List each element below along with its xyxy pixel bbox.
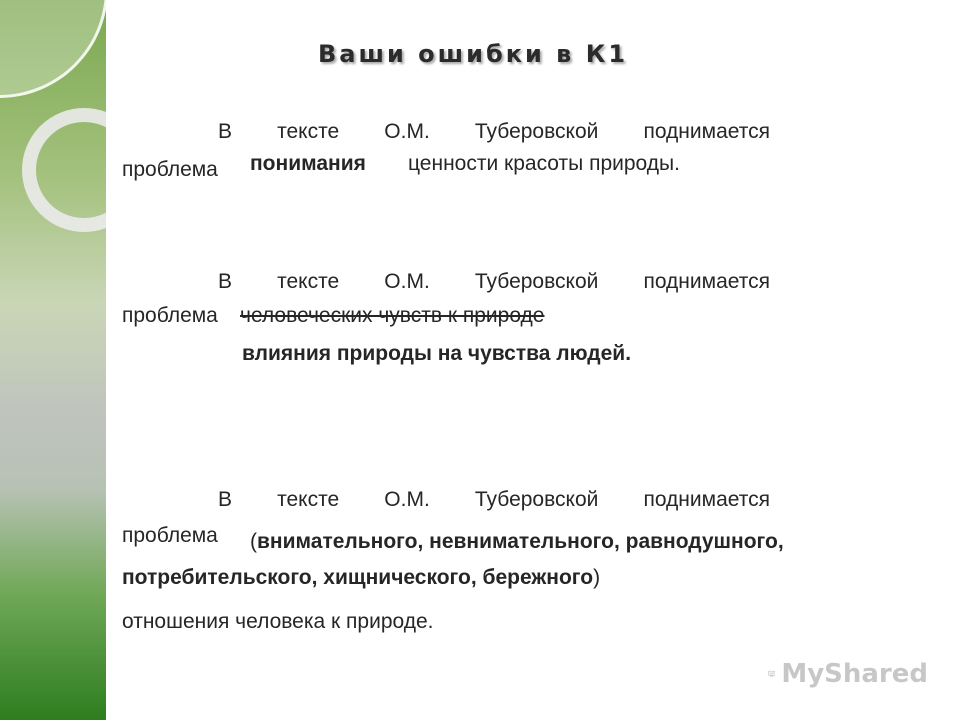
word: О.М.	[384, 488, 430, 511]
word: поднимается	[643, 488, 770, 511]
block1-lead-line	[122, 120, 770, 144]
close-paren: )	[593, 566, 601, 589]
word: тексте	[277, 270, 340, 293]
block3-problem-label: проблема	[122, 524, 218, 547]
block1-problem-label: проблема	[122, 158, 218, 181]
word: В	[218, 488, 233, 511]
block2-lead-line	[122, 270, 770, 294]
word: поднимается	[643, 120, 770, 143]
block2-struck-text: человеческих чувств к природе	[240, 304, 545, 327]
word: тексте	[277, 120, 340, 143]
block2-correction: влияния природы на чувства людей.	[242, 342, 632, 365]
word: поднимается	[643, 270, 770, 293]
slide-title: Ваши ошибки в К1	[318, 40, 629, 68]
word: Туберовской	[474, 488, 599, 511]
myshared-watermark	[768, 656, 928, 692]
word: тексте	[277, 488, 340, 511]
word: В	[218, 270, 233, 293]
block1-insert: понимания	[250, 152, 366, 175]
decorative-arc	[0, 0, 106, 98]
presentation-board-icon	[768, 659, 775, 689]
block3-options-line2	[122, 566, 600, 590]
decorative-sidebar	[0, 0, 106, 720]
watermark-text: MyShared	[781, 659, 928, 689]
options-text: внимательного, невнимательного, равнодушного,	[257, 530, 784, 553]
block3-options-line1	[250, 530, 784, 554]
open-paren: (	[250, 530, 257, 553]
block3-lead-line	[122, 488, 770, 512]
decorative-ring	[22, 108, 106, 232]
word: Туберовской	[474, 120, 599, 143]
block3-ending: отношения человека к природе.	[122, 610, 434, 633]
word: В	[218, 120, 233, 143]
word: О.М.	[384, 270, 430, 293]
word: О.М.	[384, 120, 430, 143]
block2-problem-label: проблема	[122, 304, 218, 327]
block1-rest: ценности красоты природы.	[408, 152, 680, 175]
options-text: потребительского, хищнического, бережного	[122, 566, 594, 589]
word: Туберовской	[474, 270, 599, 293]
